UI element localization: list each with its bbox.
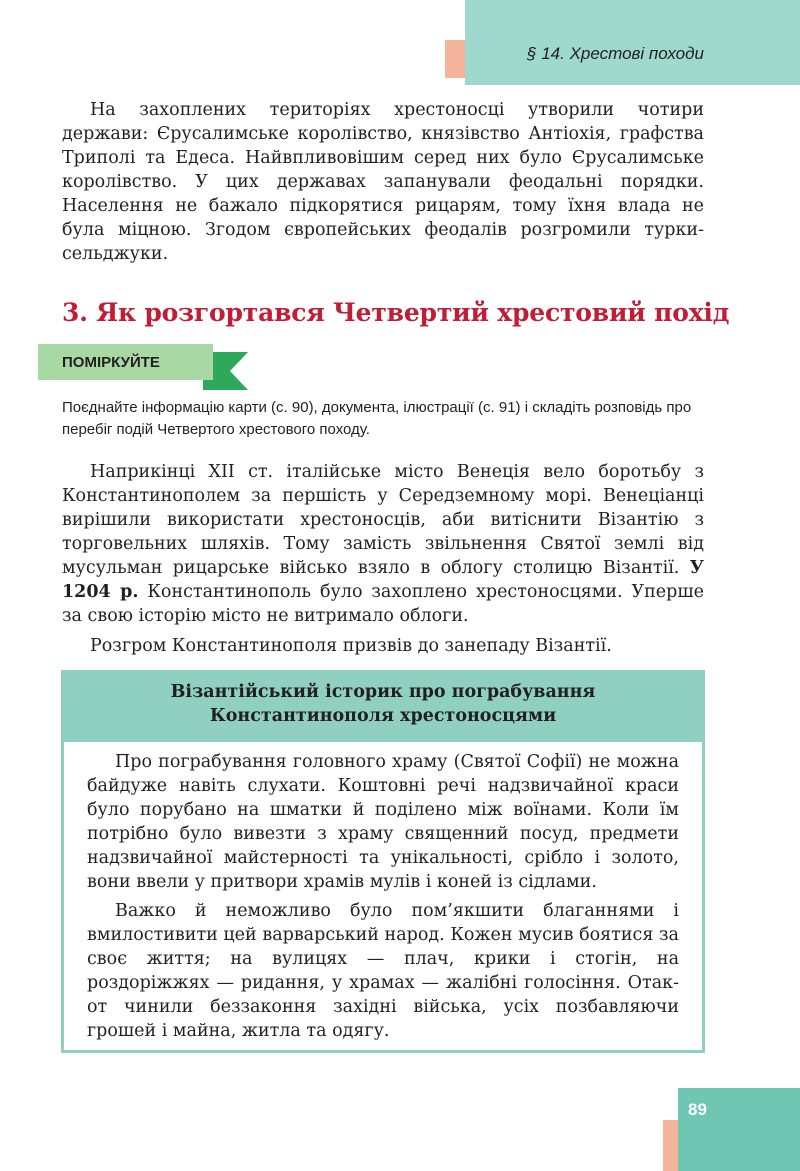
header-tab — [465, 0, 800, 85]
body-text-before-date: Наприкінці XII ст. італійське місто Венеція вело боротьбу з Константинополем за першість у Середземному морі. Венеціанці вирішили використати хрестоносців, аби витіснити Візантію з торговельних шляхів. Тому замість звільнення Святої землі від мусульман рицарське військо взяло в облогу столицю Візантії. — [62, 462, 704, 578]
page-number: 89 — [688, 1100, 707, 1119]
source-paragraph-1: Про пограбування головного храму (Святої Софії) не можна байдуже навіть слухати. Коштовні речі надзвичайної краси було порубано на шматки й поділено між воїнами. Коли їм потрібно було вивезти з храму священний посуд, предмети надзвичайної майстерності та унікальності, срібло і золото, вони ввели у притвори храмів мулів і коней із сідлами. — [87, 752, 679, 892]
source-paragraph-2: Важко й неможливо було пом’якшити благаннями і вмилостивити цей варварський народ. Кожен мусив боятися за своє життя; на вулицях — плач, крики і стогін, на роздоріжжях — ридання, у храмах — жалібні голосіння. Отак-от чинили беззаконня західні війська, усіх позбавляючи грошей і майна, житла та одягу. — [87, 901, 679, 1041]
header-accent-strip — [445, 40, 465, 78]
date-highlight: У 1204 р. — [62, 558, 704, 602]
think-task: Поєднайте інформацію карти (с. 90), документа, ілюстрації (с. 91) і складіть розповідь про перебіг подій Четвертого хрестового походу. — [62, 399, 692, 438]
think-banner — [38, 344, 248, 390]
intro-paragraph: На захоплених територіях хрестоносці утворили чотири держави: Єрусалимське королівство, князівство Антіохія, графства Триполі та Едеса. Найвпливовішим серед них було Єрусалимське королівство. У цих державах запанували феодальні порядки. Населення не бажало підкорятися рицарям, тому їхня влада не була міцною. Згодом європейських феодалів розгромили турки-сельджуки. — [62, 100, 704, 264]
source-title — [61, 680, 705, 728]
running-header: § 14. Хрестові походи — [527, 44, 704, 63]
section-heading: 3. Як розгортався Четвертий хрестовий похід — [62, 298, 730, 327]
body-text-after-date: Константинополь було захоплено хрестоносцями. Уперше за свою історію місто не витримало облоги. — [62, 582, 704, 626]
think-label: ПОМІРКУЙТЕ — [38, 344, 213, 380]
body-paragraph-1 — [62, 460, 704, 628]
source-title-line-1: Візантійський історик про пограбування — [170, 682, 596, 702]
body-paragraph-2: Розгром Константинополя призвів до занепаду Візантії. — [90, 636, 612, 656]
source-title-line-2: Константинополя хрестоносцями — [209, 706, 557, 726]
page-number-accent — [663, 1120, 678, 1171]
